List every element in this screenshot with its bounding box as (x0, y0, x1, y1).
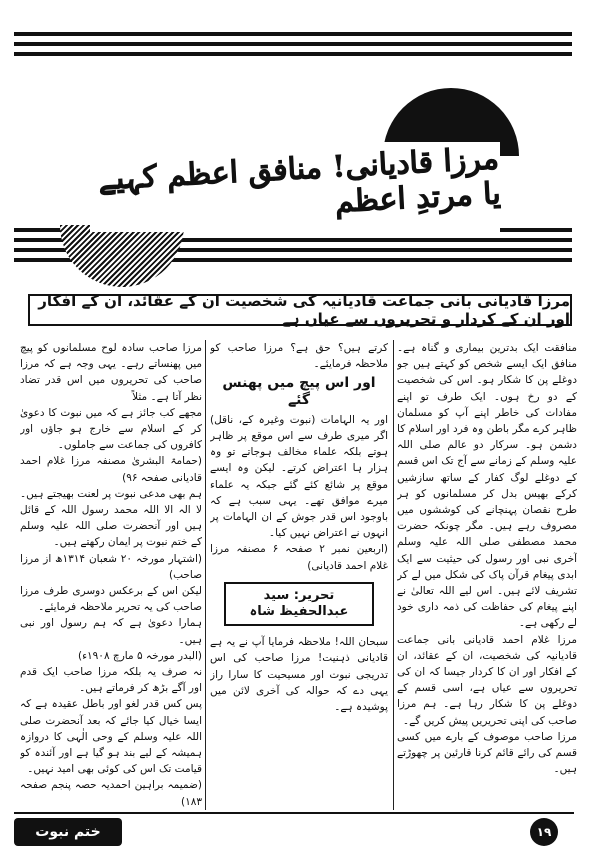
paragraph: کرتے ہیں؟ حق ہے؟ مرزا صاحب کو ملاحظہ فرمایئے۔ (210, 342, 388, 371)
author-byline: تحریر: سید عبدالحفیظ شاہ (224, 582, 374, 626)
column-divider (205, 340, 206, 810)
paragraph: مرزا صاحب سادہ لوح مسلمانوں کو پیچ میں پھنساتے رہے۔ یہی وجہ ہے کہ مرزا صاحب کی تحریروں میں اس قدر تضاد نظر آتا ہے۔ مثلاً (20, 342, 202, 403)
citation: (البدر مورخہ ۵ مارچ ۱۹۰۸ء) (77, 649, 202, 662)
paragraph: مرزا غلام احمد قادیانی بانی جماعت قادیانیہ کی شخصیت، ان کے عقائد، ان کے افکار اور ان کا کردار جیسا کہ ان کی تحریروں سے عیاں ہے، اسی قسم کے دوغلے پن کا شکار رہا ہے۔ ہم مرزا صاحب کی اپنی تحریریں پیش کریں گے۔ (397, 633, 577, 727)
article-subtitle: مرزا قادیانی بانی جماعت قادیانیہ کی شخصیت ان کے عقائد، ان کے افکار اور ان کے کردار و تحریروں سے عیاں ہے (28, 294, 572, 326)
quote-paragraph: ہمارا دعویٰ ہے کہ ہم رسول اور نبی ہیں۔ (20, 617, 202, 646)
citation: (اشتہار مورخہ ۲۰ شعبان ۱۳۱۴ھ از مرزا صاحب) (20, 552, 202, 581)
column-right (397, 340, 577, 810)
title-block (90, 142, 500, 232)
column-left (20, 340, 202, 810)
paragraph: لیکن اس کے برعکس دوسری طرف مرزا صاحب کی یہ تحریر ملاحظہ فرمایئے۔ (20, 585, 202, 614)
quote-paragraph: پس کس قدر لغو اور باطل عقیدہ ہے کہ ایسا خیال کیا جائے کہ بعد آنحضرت صلی اللہ علیہ وسلم کے وحی الٰہی کا دروازہ ہمیشہ کے لیے بند ہو گیا ہے اور آئندہ کو قیامت تک اس کی کوئی بھی امید نہیں۔ (20, 698, 202, 776)
column-subheading: اور اس پیچ میں پھنس گئے (222, 375, 376, 408)
page-number: ۱۹ (530, 818, 558, 846)
banner-line (14, 32, 572, 36)
footer-rule (14, 812, 574, 814)
paragraph: سبحان اللہ! ملاحظہ فرمایا آپ نے یہ ہے قادیانی ذہنیت! مرزا صاحب کی اس تدریجی نبوت اور مسیحیت کا سارا راز یہی دے کہ حوالہ کی آخری لائن میں پوشیدہ ہے۔ (210, 636, 388, 714)
decorative-semicircle-left (60, 225, 184, 287)
column-divider (393, 340, 394, 810)
citation: (حمامۃ البشریٰ مصنفہ مرزا غلام احمد قادیانی صفحہ ۹۶) (20, 455, 202, 484)
article-title: مرزا قادیانی! منافق اعظم کہیے یا مرتدِ اعظم (97, 141, 502, 220)
paragraph: مرزا صاحب موصوف کے بارے میں کسی قسم کی رائے قائم کرنا قارئین پر چھوڑتے ہیں۔ (397, 730, 577, 776)
banner-line (14, 52, 572, 56)
paragraph: نہ صرف یہ بلکہ مرزا صاحب ایک قدم اور آگے بڑھ کر فرماتے ہیں۔ (20, 666, 202, 695)
column-middle (210, 340, 388, 810)
quote-paragraph: ہم بھی مدعی نبوت پر لعنت بھیجتے ہیں۔ لا الہ الا اللہ محمد رسول اللہ کے قائل ہیں اور آنحضرت صلی اللہ علیہ وسلم کے ختم نبوت پر ایمان رکھتے ہیں۔ (20, 487, 202, 549)
quote-paragraph: اور یہ الہامات (نبوت وغیرہ کے، ناقل) اگر میری طرف سے اس موقع پر ظاہر ہوتے بلکہ علماء مخالف ہوجاتے تو وہ ہزار ہا اعتراض کرتے۔ لیکن وہ ایسے موقع پر شائع کئے گئے جبکہ یہ علماء میرے موافق تھے۔ یہی سبب ہے کہ باوجود اس قدر جوش کے ان الہامات پر انہوں نے اعتراض نہیں کیا۔ (210, 413, 388, 540)
paragraph: منافقت ایک بدترین بیماری و گناہ ہے۔ منافق ایک ایسے شخص کو کہتے ہیں جو دوغلے پن کا شکار ہو۔ اس کی شخصیت کے دو رخ ہوں۔ ایک طرف تو اپنے مفادات کی خاطر اپنے آپ کو مسلمان ظاہر کرے مگر باطن وہ فرد اور اسلام کا دشمن ہو۔ سرکار دو عالم صلی اللہ علیہ وسلم کے زمانے سے آج تک اس قسم کے دوغلے لوگ کفار کے ساتھ سازشیں کرکے بھیس بدل کر مسلمانوں کو ہر طرح نقصان پہنچانے کی کوششوں میں مصروف رہے ہیں۔ مگر چونکہ حضرت محمد مصطفی صلی اللہ علیہ وسلم آخری نبی اور رسول کی حیثیت سے ایک ابدی پیغام قرآن پاک کی شکل میں لے کر تشریف لائے ہیں۔ اس لیے اللہ تعالیٰ نے اپنے پیغام کی حفاظت کی ذمہ داری خود لے رکھی ہے۔ (397, 342, 577, 630)
citation: (اربعین نمبر ۲ صفحہ ۶ مصنفہ مرزا غلام احمد قادیانی) (210, 543, 388, 572)
citation: (ضمیمہ براہین احمدیہ حصہ پنجم صفحہ ۱۸۳) (20, 779, 202, 808)
quote-paragraph: مجھے کب جائز ہے کہ میں نبوت کا دعویٰ کر کے اسلام سے خارج ہو جاؤں اور کافروں کی جماعت سے جاملوں۔ (20, 406, 202, 452)
magazine-logo: ختم نبوت (14, 818, 122, 846)
banner-line (14, 42, 572, 46)
